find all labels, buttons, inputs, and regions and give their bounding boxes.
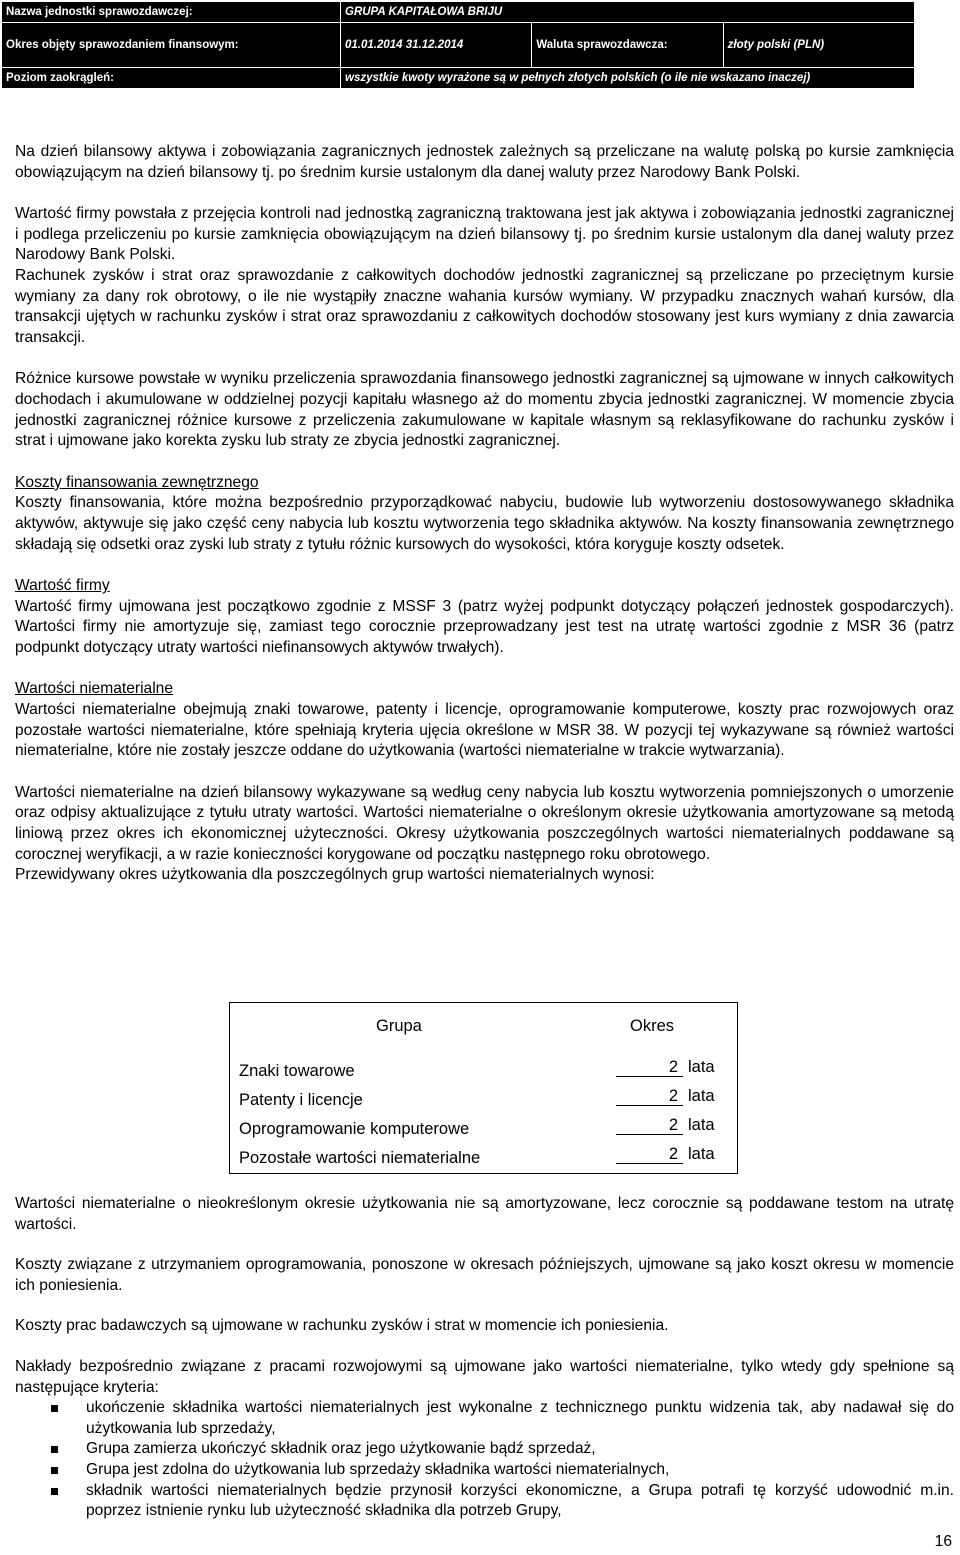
- period-unit: lata: [688, 1087, 715, 1105]
- page-number: 16: [934, 1533, 952, 1550]
- entity-label: Nazwa jednostki sprawozdawczej:: [2, 2, 341, 23]
- column-header-period: Okres: [630, 1017, 675, 1035]
- currency-value: złoty polski (PLN): [723, 23, 914, 68]
- period-value: 01.01.2014 31.12.2014: [341, 23, 532, 68]
- bullet-square-icon: [51, 1488, 58, 1495]
- table-row: [239, 1145, 737, 1178]
- paragraph: Wartość firmy ujmowana jest początkowo zgodnie z MSSF 3 (patrz wyżej podpunkt dotyczący połączeń jednostek gospodarczych). Wartości firmy nie amortyzuje się, zamiast tego corocznie przeprowadzany jest test na utratę wartości zgodnie z MSR 36 (patrz podpunkt dotyczący utraty wartości niefinansowych aktywów trwałych).: [15, 597, 954, 656]
- period-unit: lata: [688, 1145, 715, 1163]
- section-heading-goodwill: Wartość firmy: [15, 577, 110, 595]
- period-label: Okres objęty sprawozdaniem finansowym:: [2, 23, 341, 68]
- group-name: Znaki towarowe: [239, 1062, 355, 1080]
- paragraph: Wartości niematerialne o nieokreślonym okresie użytkowania nie są amortyzowane, lecz corocznie są poddawane testom na utratę wartości.: [15, 1195, 954, 1233]
- list-item: [15, 1460, 954, 1481]
- paragraph: Wartość firmy powstała z przejęcia kontroli nad jednostką zagraniczną traktowana jest jak aktywa i zobowiązania jednostki zagranicznej i podlega przeliczeniu po kursie zamknięcia obowiązującym na dzień bilansowy tj. po średnim kursie ustalonym dla danej waluty przez Narodowy Bank Polski.: [15, 205, 954, 264]
- column-header-group: Grupa: [376, 1017, 422, 1035]
- bullet-square-icon: [51, 1446, 58, 1453]
- period-years: 2: [616, 1145, 683, 1164]
- currency-label: Waluta sprawozdawcza:: [532, 23, 723, 68]
- paragraph: Rachunek zysków i strat oraz sprawozdanie z całkowitych dochodów jednostki zagranicznej są przeliczane po przeciętnym kursie wymiany za dany rok obrotowy, o ile nie wystąpiły znaczne wahania kursów wymiany. W przypadku znacznych wahań kursów, dla transakcji ujętych w rachunku zysków i strat oraz sprawozdaniu z całkowitych dochodów stosowany jest kurs wymiany z dnia zawarcia transakcji.: [15, 266, 954, 346]
- list-item-text: Grupa zamierza ukończyć składnik oraz jego użytkowanie bądź sprzedaż,: [86, 1440, 596, 1458]
- section-heading-intangible-assets: Wartości niematerialne: [15, 680, 174, 698]
- paragraph: Różnice kursowe powstałe w wyniku przeliczenia sprawozdania finansowego jednostki zagranicznej są ujmowane w innych całkowitych dochodach i akumulowane w oddzielnej pozycji kapitału własnego aż do momentu zbycia jednostki zagranicznej. W momencie zbycia jednostki zagranicznej różnice kursowe z przeliczenia zakumulowane w kapitale własnym są reklasyfikowane do rachunku zysków i strat i ujmowane jako korekta zysku lub straty ze zbycia jednostki zagranicznej.: [15, 370, 954, 450]
- bullet-square-icon: [51, 1405, 58, 1412]
- paragraph: Koszty prac badawczych są ujmowane w rachunku zysków i strat w momencie ich poniesienia.: [15, 1317, 669, 1335]
- document-body-lower: [15, 1194, 954, 1522]
- paragraph: Nakłady bezpośrednio związane z pracami rozwojowymi są ujmowane jako wartości niematerialne, tylko wtedy gdy spełnione są następujące kryteria:: [15, 1357, 954, 1396]
- list-item: [15, 1439, 954, 1460]
- period-unit: lata: [688, 1116, 715, 1134]
- section-heading-financing-costs: Koszty finansowania zewnętrznego: [15, 473, 259, 491]
- document-body: [15, 142, 954, 886]
- list-item-text: ukończenie składnika wartości niematerialnych jest wykonalne z technicznego punktu widzenia tak, aby nadawał się do użytkowania lub sprzedaży,: [86, 1399, 954, 1437]
- list-item: [15, 1481, 954, 1522]
- entity-value: GRUPA KAPITAŁOWA BRIJU: [341, 2, 915, 23]
- paragraph: Na dzień bilansowy aktywa i zobowiązania zagranicznych jednostek zależnych są przeliczane na walutę polską po kursie zamknięcia obowiązującym na dzień bilansowy tj. po średnim kursie ustalonym dla danej waluty przez Narodowy Bank Polski.: [15, 143, 954, 181]
- list-item-text: składnik wartości niematerialnych będzie przynosił korzyści ekonomiczne, a Grupa potrafi tę korzyść udowodnić m.in. poprzez istnienie rynku lub użyteczność składnika dla potrzeb Grupy,: [86, 1481, 954, 1520]
- period-years: 2: [616, 1116, 683, 1135]
- criteria-list: [15, 1398, 954, 1522]
- period-unit: lata: [688, 1058, 715, 1076]
- paragraph: Wartości niematerialne obejmują znaki towarowe, patenty i licencje, oprogramowanie komputerowe, koszty prac rozwojowych oraz pozostałe wartości niematerialne, które spełniają kryteria ujęcia określone w MSR 38. W pozycji tej wykazywane są również wartości niematerialne, które nie zostały jeszcze oddane do użytkowania (wartości niematerialne w trakcie wytwarzania).: [15, 701, 954, 760]
- group-name: Oprogramowanie komputerowe: [239, 1120, 470, 1138]
- group-name: Pozostałe wartości niematerialne: [239, 1149, 481, 1167]
- rounding-value: wszystkie kwoty wyrażone są w pełnych złotych polskich (o ile nie wskazano inaczej): [341, 68, 915, 89]
- report-header: [1, 1, 915, 89]
- list-item-text: Grupa jest zdolna do użytkowania lub sprzedaży składnika wartości niematerialnych,: [86, 1460, 670, 1478]
- list-item: [15, 1398, 954, 1439]
- paragraph: Wartości niematerialne na dzień bilansowy wykazywane są według ceny nabycia lub kosztu wytworzenia pomniejszonych o umorzenie oraz odpisy aktualizujące z tytułu utraty wartości. Wartości niematerialne o określonym okresie użytkowania amortyzowane są metodą liniową przez okres ich ekonomicznej użyteczności. Okresy użytkowania poszczególnych wartości niematerialnych poddawane są corocznej weryfikacji, a w razie konieczności korygowane od początku następnego roku obrotowego.: [15, 783, 954, 863]
- useful-life-table: [229, 1002, 738, 1174]
- paragraph: Koszty związane z utrzymaniem oprogramowania, ponoszone w okresach późniejszych, ujmowane są jako koszt okresu w momencie ich poniesienia.: [15, 1256, 954, 1294]
- group-name: Patenty i licencje: [239, 1091, 363, 1109]
- period-years: 2: [616, 1058, 683, 1077]
- bullet-square-icon: [51, 1467, 58, 1474]
- paragraph: Koszty finansowania, które można bezpośrednio przyporządkować nabyciu, budowie lub wytworzeniu dostosowywanego składnika aktywów, aktywuje się jako część ceny nabycia lub kosztu wytworzenia tego składnika aktywów. Na koszty finansowania zewnętrznego składają się odsetki oraz zyski lub straty z tytułu różnic kursowych do wysokości, która koryguje koszty odsetek.: [15, 494, 954, 553]
- paragraph: Przewidywany okres użytkowania dla poszczególnych grup wartości niematerialnych wynosi:: [15, 866, 655, 884]
- rounding-label: Poziom zaokrągleń:: [2, 68, 341, 89]
- period-years: 2: [616, 1087, 683, 1106]
